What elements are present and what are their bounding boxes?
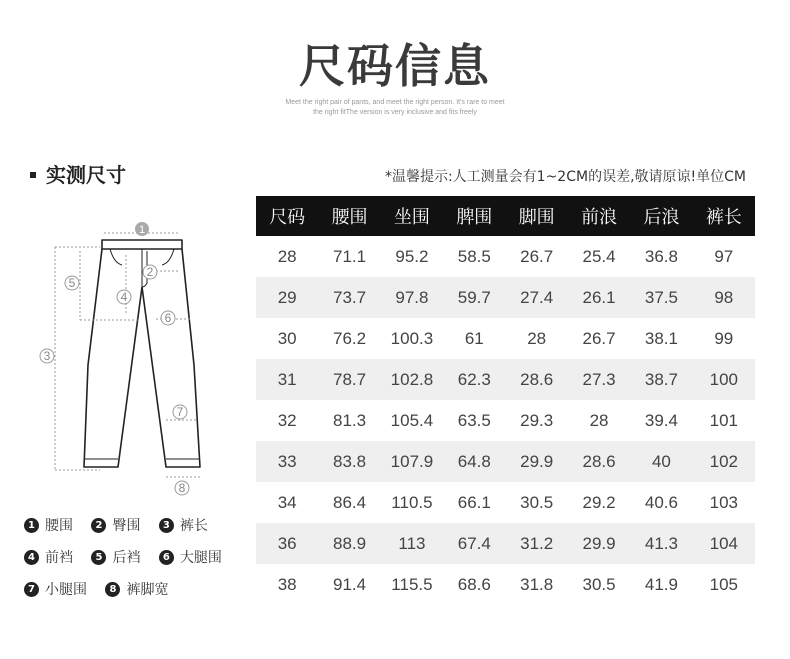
table-cell: 81.3 [333, 410, 367, 430]
table-cell: 83.8 [318, 441, 380, 482]
svg-text:8: 8 [178, 481, 186, 495]
table-cell: 29.9 [506, 441, 568, 482]
table-header-row [256, 196, 755, 236]
legend-label: 臀围 [112, 518, 141, 534]
number-badge-icon: 4 [24, 550, 39, 565]
table-cell: 28 [277, 246, 297, 266]
diagram-marker-8 [175, 481, 189, 495]
number-badge-icon: 2 [91, 518, 106, 533]
legend-label: 腰围 [45, 518, 73, 534]
table-cell: 115.5 [391, 574, 433, 594]
page-subtitle: Meet the right pair of pants, and meet the right person. It's rare to meet [285, 99, 505, 106]
table-cell: 26.7 [582, 328, 616, 348]
table-row [256, 318, 755, 359]
table-cell: 88.9 [318, 523, 380, 564]
table-cell: 39.4 [644, 410, 678, 430]
table-cell: 105.4 [390, 410, 434, 430]
table-cell: 28.6 [568, 441, 630, 482]
table-cell: 61 [464, 328, 484, 348]
svg-text:2: 2 [146, 265, 154, 279]
table-cell: 26.7 [520, 246, 554, 266]
table-cell: 58.5 [457, 246, 491, 266]
table-cell: 105 [709, 574, 738, 594]
table-cell: 29.2 [582, 492, 616, 512]
table-cell: 98 [693, 277, 755, 318]
table-cell: 37.5 [630, 277, 692, 318]
table-cell: 63.5 [457, 410, 491, 430]
legend-label: 后裆 [112, 550, 141, 566]
header-length: 裤长 [693, 196, 755, 236]
table-cell: 97 [714, 246, 734, 266]
svg-text:4: 4 [120, 290, 128, 304]
pants-diagram [30, 215, 220, 500]
header-waist: 腰围 [318, 196, 380, 236]
table-cell: 103 [709, 492, 738, 512]
table-cell: 25.4 [582, 246, 616, 266]
table-cell: 38 [277, 574, 297, 594]
table-cell: 113 [381, 523, 443, 564]
table-cell: 36.8 [644, 246, 678, 266]
section-title [30, 159, 126, 188]
diagram-marker-6 [161, 311, 175, 325]
table-cell: 31.8 [520, 574, 554, 594]
table-cell: 38.1 [644, 328, 678, 348]
legend-item [24, 579, 87, 599]
table-cell: 67.4 [443, 523, 505, 564]
number-badge-icon: 3 [159, 518, 174, 533]
table-row [256, 482, 755, 523]
table-cell: 101 [709, 410, 738, 430]
table-cell: 66.1 [457, 492, 491, 512]
table-cell: 64.8 [443, 441, 505, 482]
number-badge-icon: 1 [24, 518, 39, 533]
table-cell: 40 [630, 441, 692, 482]
table-cell: 28 [527, 328, 547, 348]
table-cell: 29.3 [520, 410, 554, 430]
legend-label: 大腿围 [179, 550, 222, 566]
legend-item [91, 547, 140, 567]
legend-label: 裤长 [179, 518, 208, 534]
number-badge-icon: 5 [91, 550, 106, 565]
size-table [256, 196, 755, 605]
table-cell: 34 [277, 492, 297, 512]
page-subtitle-2: the right fitThe version is very inclusive and fits freely [313, 109, 477, 116]
table-cell: 100 [693, 359, 755, 400]
table-cell: 59.7 [443, 277, 505, 318]
table-cell: 29 [256, 277, 318, 318]
header-front-rise: 前浪 [568, 196, 630, 236]
table-cell: 27.3 [568, 359, 630, 400]
table-cell: 30.5 [582, 574, 616, 594]
table-cell: 33 [256, 441, 318, 482]
table-cell: 29.9 [568, 523, 630, 564]
svg-text:5: 5 [68, 276, 76, 290]
diagram-marker-7 [173, 405, 187, 419]
number-badge-icon: 6 [159, 550, 174, 565]
diagram-marker-5 [65, 276, 79, 290]
table-cell: 95.2 [395, 246, 429, 266]
table-cell: 31 [256, 359, 318, 400]
legend-row [24, 547, 236, 567]
table-row [256, 441, 755, 482]
diagram-marker-3 [40, 349, 54, 363]
svg-text:1: 1 [138, 224, 146, 236]
measurement-note: *温馨提示:人工测量会有1~2CM的误差,敬请原谅!单位CM [384, 169, 746, 185]
table-cell: 40.6 [644, 492, 678, 512]
legend-item [105, 579, 168, 599]
header-size: 尺码 [256, 196, 318, 236]
table-cell: 100.3 [390, 328, 434, 348]
table-cell: 107.9 [381, 441, 443, 482]
diagram-marker-4 [117, 290, 131, 304]
table-cell: 31.2 [506, 523, 568, 564]
table-cell: 28.6 [506, 359, 568, 400]
svg-text:7: 7 [176, 405, 184, 419]
legend-label: 前裆 [45, 550, 73, 566]
header-back-rise: 后浪 [630, 196, 692, 236]
table-row [256, 236, 755, 277]
legend-item [24, 515, 73, 535]
table-cell: 27.4 [506, 277, 568, 318]
table-cell: 102.8 [381, 359, 443, 400]
table-cell: 30.5 [520, 492, 554, 512]
table-cell: 76.2 [333, 328, 367, 348]
header-leg-opening: 脚围 [506, 196, 568, 236]
svg-text:3: 3 [43, 349, 51, 363]
table-cell: 30 [277, 328, 297, 348]
table-cell: 32 [277, 410, 297, 430]
legend-row [24, 515, 222, 535]
table-cell: 28 [589, 410, 609, 430]
table-cell: 41.3 [630, 523, 692, 564]
table-cell: 86.4 [333, 492, 367, 512]
table-cell: 110.5 [391, 492, 433, 512]
diagram-marker-1 [135, 222, 149, 236]
legend-label: 小腿围 [45, 582, 87, 598]
table-cell: 91.4 [333, 574, 367, 594]
bullet-icon [30, 172, 36, 178]
table-cell: 78.7 [318, 359, 380, 400]
table-cell: 73.7 [318, 277, 380, 318]
legend-row [24, 579, 182, 599]
table-row [256, 523, 755, 564]
table-cell: 38.7 [630, 359, 692, 400]
header-hip: 坐围 [381, 196, 443, 236]
table-cell: 68.6 [457, 574, 491, 594]
table-cell: 71.1 [333, 246, 367, 266]
table-cell: 99 [714, 328, 734, 348]
table-cell: 26.1 [568, 277, 630, 318]
diagram-marker-2 [143, 265, 157, 279]
legend-label: 裤脚宽 [126, 582, 169, 598]
legend-item [159, 547, 222, 567]
table-row [256, 277, 755, 318]
number-badge-icon: 7 [24, 582, 39, 597]
table-row [256, 400, 755, 441]
table-cell: 102 [693, 441, 755, 482]
table-cell: 97.8 [381, 277, 443, 318]
table-cell: 104 [693, 523, 755, 564]
legend-item [159, 515, 208, 535]
legend-item [91, 515, 140, 535]
number-badge-icon: 8 [105, 582, 120, 597]
svg-text:6: 6 [164, 311, 172, 325]
table-cell: 62.3 [443, 359, 505, 400]
table-row [256, 359, 755, 400]
header-thigh: 脾围 [443, 196, 505, 236]
table-row [256, 564, 755, 605]
table-cell: 41.9 [644, 574, 678, 594]
table-cell: 36 [256, 523, 318, 564]
section-title-text: 实测尺寸 [46, 163, 126, 187]
page-title: 尺码信息 [299, 39, 491, 93]
legend-item [24, 547, 73, 567]
